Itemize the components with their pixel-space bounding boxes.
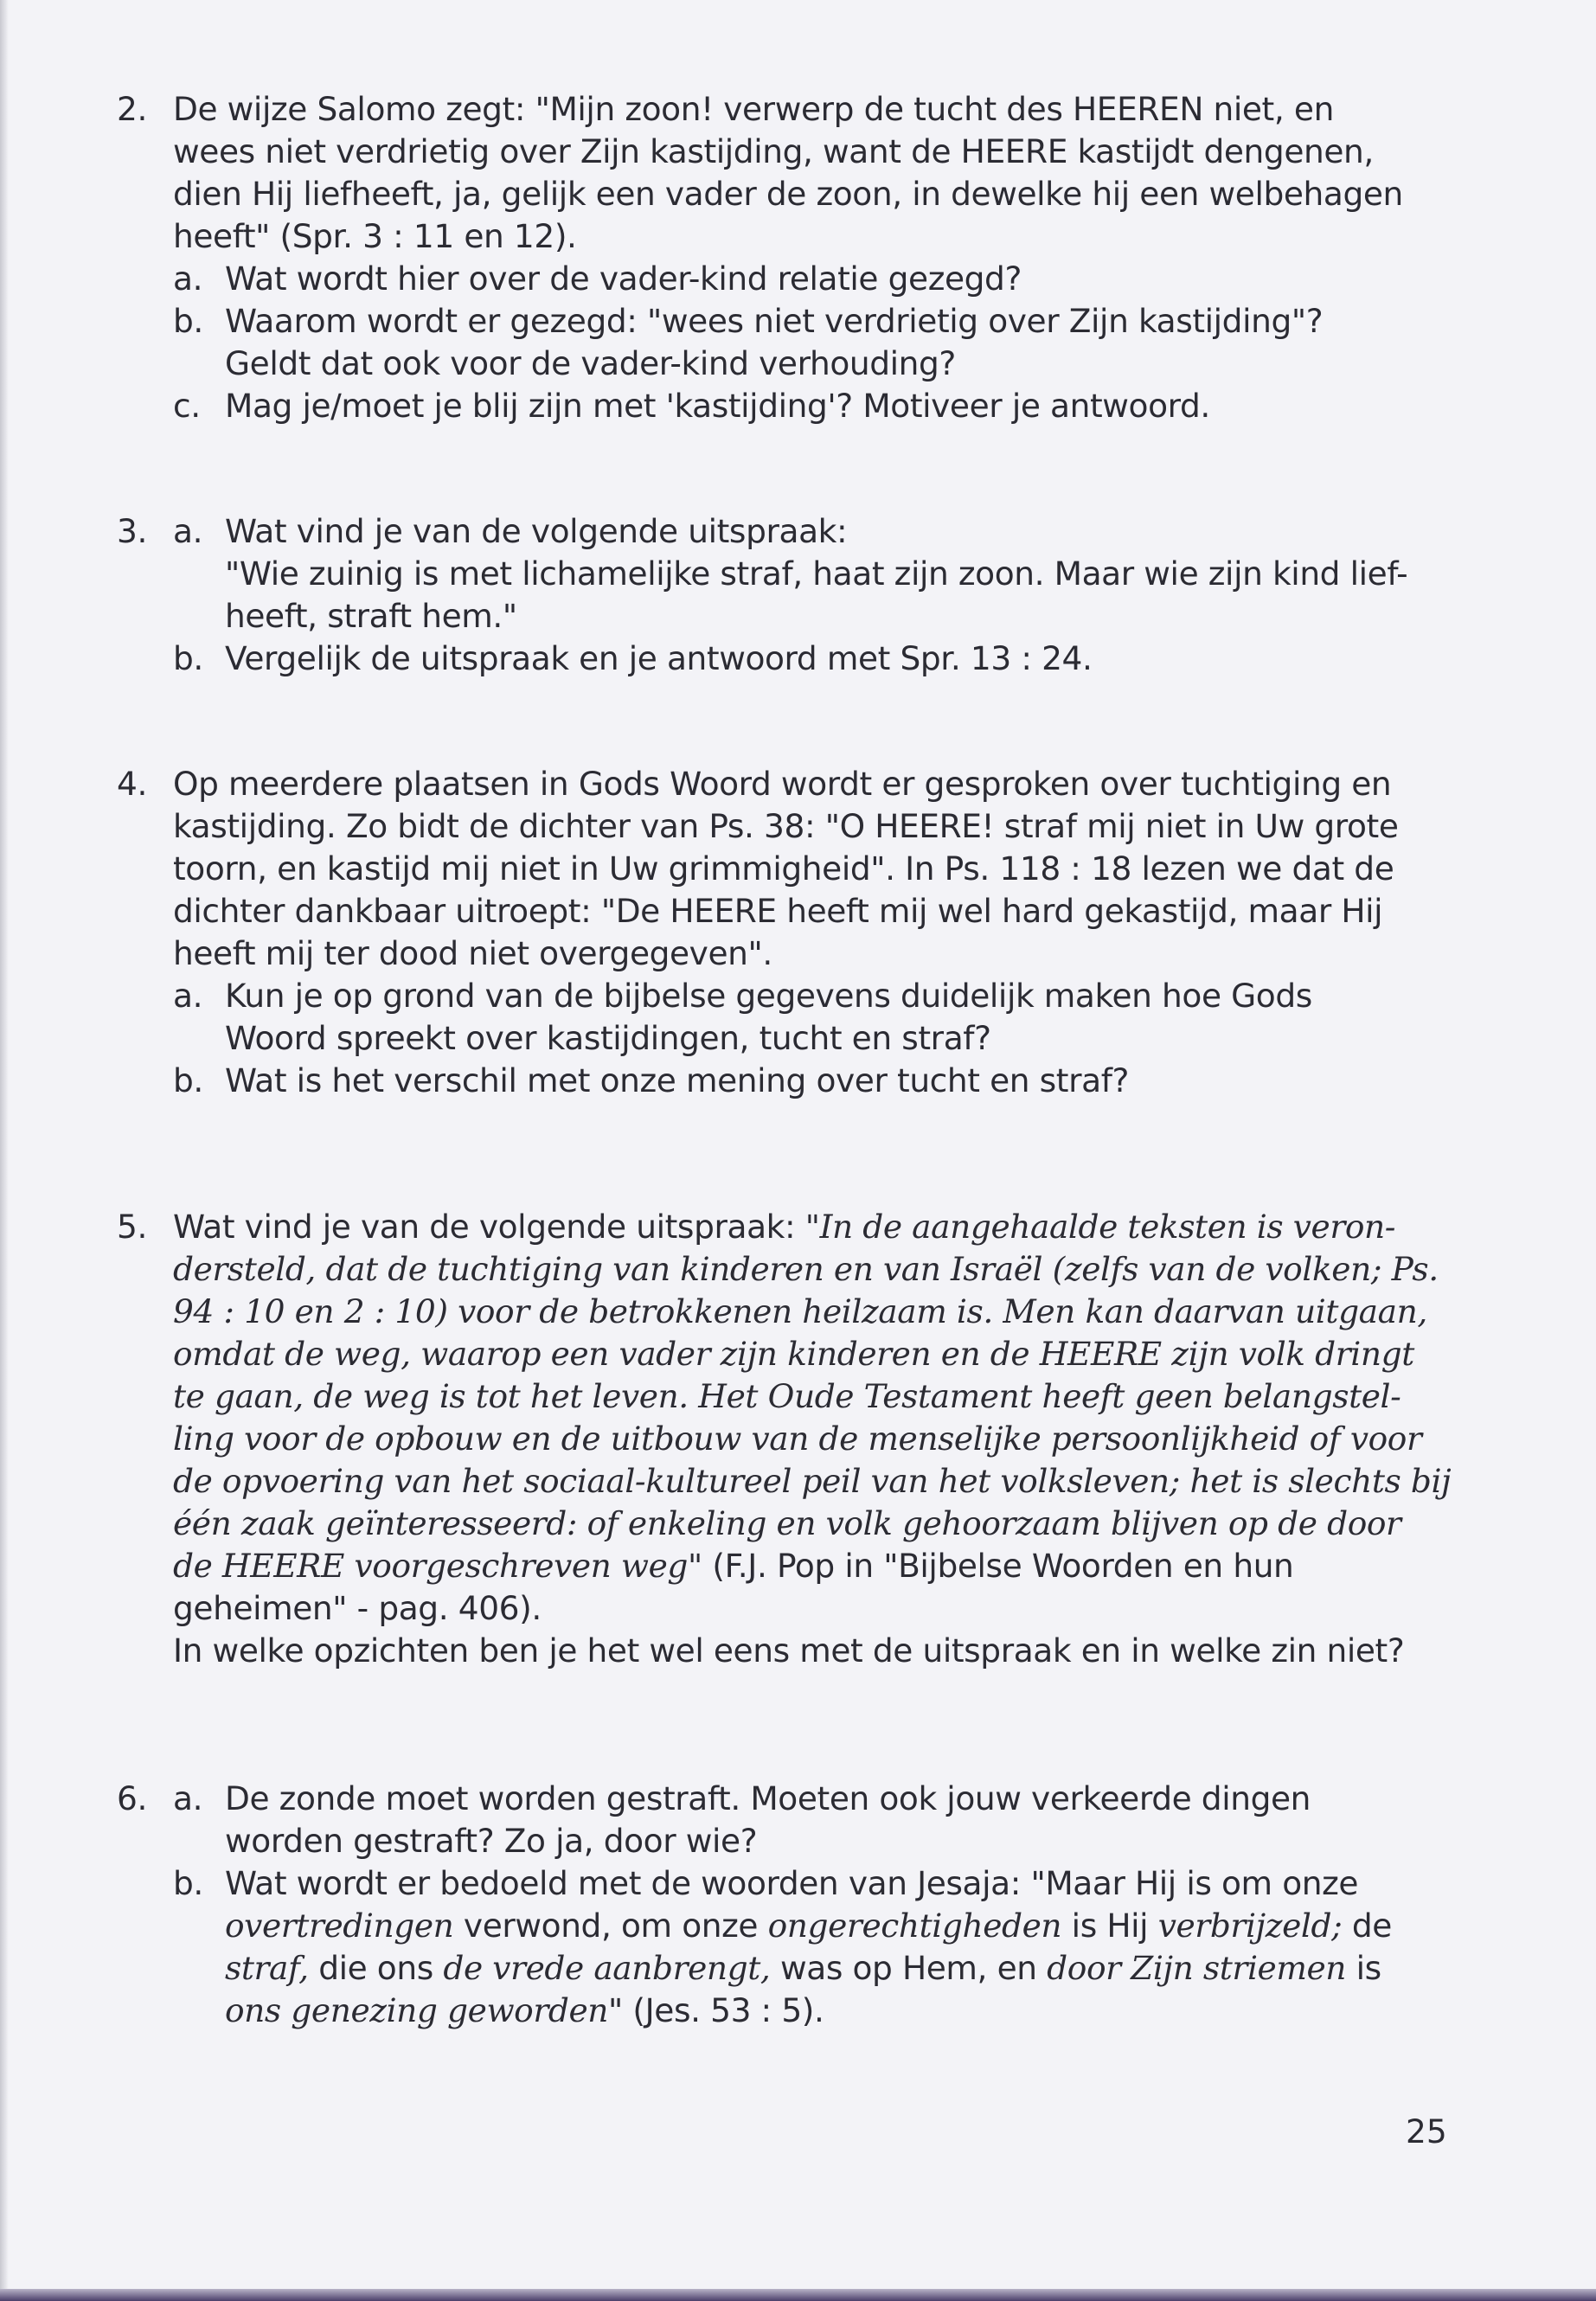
sub-question-line: Woord spreekt over kastijdingen, tucht en straf?	[225, 1019, 991, 1057]
sub-question-letter: a.	[173, 512, 203, 550]
question-text-line: Op meerdere plaatsen in Gods Woord wordt er gesproken over tuchtiging en	[173, 765, 1392, 803]
emphasis-text: de vrede aanbrengt,	[443, 1949, 771, 1987]
sub-question-letter: a.	[173, 977, 203, 1015]
emphasis-text: verbrijzeld;	[1157, 1907, 1343, 1945]
quotation-text: te gaan, de weg is tot het leven. Het Oude Testament heeft geen belangstel-	[173, 1377, 1401, 1415]
sub-question-letter: b.	[173, 302, 203, 340]
quotation-line	[173, 1503, 1484, 1545]
plain-text: de	[1342, 1907, 1392, 1945]
question-text-line: heeft" (Spr. 3 : 11 en 12).	[173, 217, 577, 255]
emphasis-text: ongerechtigheden	[767, 1907, 1062, 1945]
page-content	[117, 88, 1484, 2032]
sub-question-letter: c.	[173, 387, 201, 425]
question-text-line: dichter dankbaar uitroept: "De HEERE heeft mij wel hard gekastijd, maar Hij	[173, 892, 1383, 930]
sub-question-letter: a.	[173, 1779, 203, 1817]
question-number: 4.	[117, 765, 147, 803]
question-text-line: kastijding. Zo bidt de dichter van Ps. 38: "O HEERE! straf mij niet in Uw grote	[173, 807, 1399, 845]
question-5	[117, 1206, 1484, 1672]
sub-question-letter: a.	[173, 260, 203, 298]
sub-question-b	[173, 300, 1484, 385]
question-4	[117, 763, 1484, 1102]
page-edge-bottom	[0, 2289, 1596, 2301]
plain-text: " (Jes. 53 : 5).	[608, 1991, 824, 2029]
sub-question-line: De zonde moet worden gestraft. Moeten ook jouw verkeerde dingen	[225, 1779, 1311, 1817]
sub-question-b	[173, 1060, 1484, 1102]
question-number: 3.	[117, 512, 147, 550]
quotation-text: dersteld, dat de tuchtiging van kinderen en van Israël (zelfs van de volken; Ps.	[173, 1250, 1439, 1288]
quotation-text: één zaak geïnteresseerd: of enkeling en volk gehoorzaam blijven op de door	[173, 1504, 1401, 1542]
question-3	[117, 510, 1484, 680]
sub-question-b	[173, 638, 1484, 680]
quotation-line	[173, 1375, 1484, 1418]
quotation-text: de opvoering van het sociaal-kultureel peil van het volksleven; het is slechts bij	[173, 1462, 1452, 1500]
sub-question-line: Mag je/moet je blij zijn met 'kastijding'? Motiveer je antwoord.	[225, 387, 1210, 425]
question-text-line: heeft mij ter dood niet overgegeven".	[173, 934, 772, 972]
quotation-line	[173, 1248, 1484, 1291]
sub-question-line: Wat is het verschil met onze mening over tucht en straf?	[225, 1061, 1129, 1099]
sub-question-line: worden gestraft? Zo ja, door wie?	[225, 1822, 758, 1860]
question-text-line: wees niet verdrietig over Zijn kastijding, want de HEERE kastijdt dengenen,	[173, 132, 1374, 170]
quotation-text: 94 : 10 en 2 : 10) voor de betrokkenen heilzaam is. Men kan daarvan uitgaan,	[173, 1292, 1427, 1330]
sub-question-line: Wat vind je van de volgende uitspraak:	[225, 512, 848, 550]
question-2	[117, 88, 1484, 427]
sub-question-line	[225, 1947, 1484, 1990]
question-number: 5.	[117, 1208, 147, 1246]
question-intro: Wat vind je van de volgende uitspraak:	[173, 1208, 805, 1246]
sub-question-letter: b.	[173, 1864, 203, 1902]
emphasis-text: ons genezing geworden	[225, 1991, 609, 2029]
sub-question-line: Wat wordt hier over de vader-kind relatie gezegd?	[225, 260, 1022, 298]
quotation-text: omdat de weg, waarop een vader zijn kinderen en de HEERE zijn volk dringt	[173, 1335, 1414, 1373]
question-text-line: In welke opzichten ben je het wel eens met de uitspraak en in welke zin niet?	[173, 1631, 1405, 1670]
sub-question-a	[173, 510, 1484, 638]
page-edge-shadow	[0, 0, 9, 2301]
sub-question-line: Kun je op grond van de bijbelse gegevens duidelijk maken hoe Gods	[225, 977, 1312, 1015]
sub-question-line: Geldt dat ook voor de vader-kind verhouding?	[225, 344, 956, 382]
question-number: 6.	[117, 1779, 147, 1817]
emphasis-text: overtredingen	[225, 1907, 454, 1945]
quotation-text: ling voor de opbouw en de uitbouw van de menselijke persoonlijkheid of voor	[173, 1420, 1422, 1458]
quotation-text: "In de aangehaalde teksten is veron-	[804, 1208, 1396, 1246]
quotation-line	[173, 1291, 1484, 1333]
question-text-line: dien Hij liefheeft, ja, gelijk een vader de zoon, in dewelke hij een welbehagen	[173, 175, 1403, 213]
sub-question-b	[173, 1862, 1484, 2032]
emphasis-text: door Zijn striemen	[1047, 1949, 1347, 1987]
sub-question-line: Waarom wordt er gezegd: "wees niet verdrietig over Zijn kastijding"?	[225, 302, 1324, 340]
quotation-line	[173, 1333, 1484, 1375]
quotation-line	[173, 1418, 1484, 1460]
sub-question-line	[225, 1990, 1484, 2032]
quotation-line	[173, 1545, 1484, 1587]
question-6	[117, 1778, 1484, 2032]
emphasis-text: straf,	[225, 1949, 309, 1987]
question-number: 2.	[117, 90, 147, 128]
sub-question-letter: b.	[173, 1061, 203, 1099]
question-text-line	[173, 1206, 1484, 1248]
quotation-source: (F.J. Pop in "Bijbelse Woorden en hun	[702, 1547, 1294, 1585]
plain-text: die ons	[308, 1949, 444, 1987]
sub-question-letter: b.	[173, 639, 203, 677]
plain-text: is	[1346, 1949, 1381, 1987]
sub-question-a	[173, 975, 1484, 1060]
plain-text: was op Hem, en	[770, 1949, 1048, 1987]
quotation-source-line: geheimen" - pag. 406).	[173, 1589, 542, 1627]
quotation-line	[173, 1460, 1484, 1503]
sub-question-a	[173, 258, 1484, 300]
question-text-line: toorn, en kastijd mij niet in Uw grimmigheid". In Ps. 118 : 18 lezen we dat de	[173, 849, 1394, 888]
sub-question-c	[173, 385, 1484, 427]
sub-question-line	[225, 1905, 1484, 1947]
sub-question-line: Vergelijk de uitspraak en je antwoord met Spr. 13 : 24.	[225, 639, 1093, 677]
quotation-text: de HEERE voorgeschreven weg"	[173, 1547, 702, 1585]
page-number: 25	[1406, 2112, 1447, 2150]
plain-text: verwond, om onze	[453, 1907, 768, 1945]
question-text-line: De wijze Salomo zegt: "Mijn zoon! verwerp de tucht des HEEREN niet, en	[173, 90, 1334, 128]
sub-question-line: "Wie zuinig is met lichamelijke straf, haat zijn zoon. Maar wie zijn kind lief-	[225, 554, 1408, 593]
sub-question-line: Wat wordt er bedoeld met de woorden van Jesaja: "Maar Hij is om onze	[225, 1864, 1359, 1902]
sub-question-line: heeft, straft hem."	[225, 597, 517, 635]
plain-text: is Hij	[1061, 1907, 1158, 1945]
sub-question-a	[173, 1778, 1484, 1862]
